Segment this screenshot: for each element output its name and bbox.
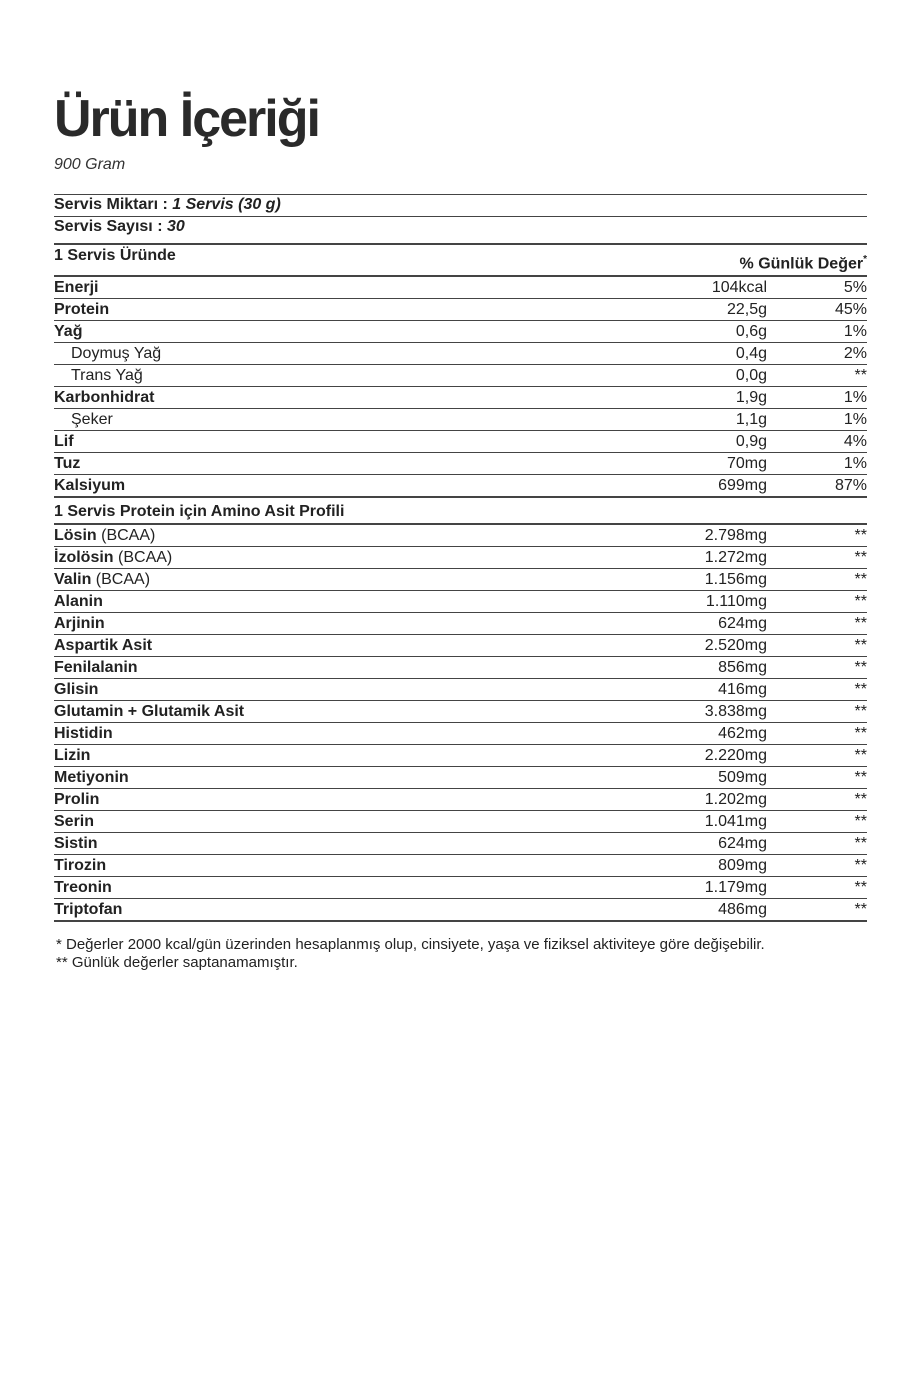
amino-acid-name-bold: [54, 769, 129, 786]
amino-acid-name: Valin: [54, 571, 92, 588]
nutrition-header: [54, 245, 867, 277]
nutrient-name: Trans Yağ: [71, 367, 143, 384]
amino-acid-daily-value: **: [854, 549, 867, 566]
amino-acid-name: Fenilalanin: [54, 659, 138, 676]
nutrient-daily-value: 87%: [834, 477, 867, 494]
amino-acid-name-bold: [54, 725, 113, 742]
product-content-sheet: [54, 88, 867, 972]
serving-count-label: Servis Sayısı :: [54, 218, 167, 235]
nutrient-name-bold: [54, 301, 109, 318]
amino-acid-daily-value: **: [854, 791, 867, 808]
amino-acid-rows: [54, 525, 867, 922]
footnote-undetermined: ** Günlük değerler saptanamamıştır.: [56, 954, 298, 971]
amino-acid-name-bold: [54, 857, 106, 874]
amino-acid-name-bold: [54, 527, 97, 544]
nutrition-header-label: 1 Servis Üründe: [54, 247, 176, 264]
nutrient-amount: 1,9g: [735, 389, 767, 406]
amino-acid-amount: 1.272mg: [704, 549, 767, 566]
amino-acid-row: [54, 767, 867, 789]
amino-acid-daily-value: **: [854, 813, 867, 830]
nutrient-daily-value: 1%: [843, 455, 867, 472]
amino-acid-note: (BCAA): [113, 549, 173, 566]
amino-acid-row: [54, 811, 867, 833]
amino-acid-amount: 486mg: [718, 901, 767, 918]
nutrient-name: Lif: [54, 433, 74, 450]
nutrient-daily-value: **: [854, 367, 867, 384]
amino-acid-name: Tirozin: [54, 857, 107, 874]
footnote-daily-value: * Değerler 2000 kcal/gün üzerinden hesaplanmış olup, cinsiyete, yaşa ve fiziksel aktiviteye göre değişebilir.: [56, 936, 765, 953]
amino-acid-name-cell: [54, 878, 617, 898]
amino-acid-name-cell: [54, 724, 617, 744]
nutrient-daily-value: 4%: [843, 433, 867, 450]
amino-acid-name-cell: [54, 900, 617, 920]
nutrient-amount: 699mg: [718, 477, 767, 494]
amino-acid-daily-value: **: [854, 637, 867, 654]
amino-acid-name-cell: [54, 526, 617, 546]
nutrition-rows: [54, 277, 867, 498]
amino-acid-row: [54, 657, 867, 679]
nutrient-name-cell: [54, 344, 617, 364]
amino-acid-name-cell: [54, 812, 617, 832]
amino-acid-daily-value: **: [854, 901, 867, 918]
amino-acid-name: Glisin: [54, 681, 99, 698]
nutrient-name: Enerji: [54, 279, 99, 296]
nutrient-daily-value: 45%: [834, 301, 867, 318]
amino-acid-name: Aspartik Asit: [54, 637, 153, 654]
amino-acid-name-cell: [54, 834, 617, 854]
amino-acid-row: [54, 591, 867, 613]
amino-acid-name: Alanin: [54, 593, 103, 610]
amino-acid-row: [54, 877, 867, 899]
footnotes: [54, 936, 867, 972]
nutrition-row: [54, 431, 867, 453]
nutrient-name-cell: [54, 366, 617, 386]
daily-value-header-mark: *: [863, 254, 867, 265]
nutrition-row: [54, 299, 867, 321]
amino-acid-header: 1 Servis Protein için Amino Asit Profili: [54, 498, 867, 525]
amino-acid-daily-value: **: [854, 879, 867, 896]
amino-acid-daily-value: **: [854, 527, 867, 544]
amino-acid-amount: 856mg: [718, 659, 767, 676]
nutrient-name-bold: [54, 455, 80, 472]
amino-acid-daily-value: **: [854, 681, 867, 698]
amino-acid-amount: 2.220mg: [704, 747, 767, 764]
nutrient-daily-value: 5%: [843, 279, 867, 296]
amino-acid-name: Serin: [54, 813, 95, 830]
amino-acid-amount: 1.202mg: [704, 791, 767, 808]
nutrition-row: [54, 277, 867, 299]
amino-acid-row: [54, 855, 867, 877]
nutrition-row: [54, 409, 867, 431]
amino-acid-name-bold: [54, 659, 138, 676]
nutrient-name: Protein: [54, 301, 110, 318]
nutrient-name-bold: [54, 279, 98, 296]
amino-acid-daily-value: **: [854, 725, 867, 742]
nutrient-name-bold: [54, 477, 125, 494]
amino-acid-name-bold: [54, 703, 244, 720]
nutrition-row: [54, 475, 867, 498]
amino-acid-amount: 1.041mg: [704, 813, 767, 830]
nutrient-name-cell: [54, 454, 617, 474]
nutrient-daily-value: 1%: [843, 411, 867, 428]
nutrition-row: [54, 321, 867, 343]
amino-acid-row: [54, 679, 867, 701]
nutrient-name-cell: [54, 388, 617, 408]
amino-acid-name-cell: [54, 636, 617, 656]
amino-acid-amount: 624mg: [718, 615, 767, 632]
amino-acid-name-cell: [54, 702, 617, 722]
amino-acid-row: [54, 701, 867, 723]
amino-acid-name: İzolösin: [54, 549, 114, 566]
amino-acid-amount: 809mg: [718, 857, 767, 874]
serving-count-value: 30: [166, 218, 185, 235]
nutrition-table: [54, 194, 867, 922]
amino-acid-name-cell: [54, 790, 617, 810]
amino-acid-name: Metiyonin: [54, 769, 129, 786]
nutrient-name-cell: [54, 432, 617, 452]
amino-acid-daily-value: **: [854, 659, 867, 676]
nutrient-amount: 70mg: [726, 455, 767, 472]
nutrient-name-cell: [54, 476, 617, 496]
nutrient-amount: 0,4g: [735, 345, 767, 362]
amino-acid-row: [54, 613, 867, 635]
amino-acid-name-bold: [54, 615, 105, 632]
amino-acid-amount: 509mg: [718, 769, 767, 786]
serving-size-label: Servis Miktarı :: [54, 196, 173, 213]
amino-acid-row: [54, 789, 867, 811]
amino-acid-row: [54, 833, 867, 855]
amino-acid-name-bold: [54, 835, 98, 852]
nutrient-daily-value: 2%: [843, 345, 867, 362]
nutrient-name: Karbonhidrat: [54, 389, 155, 406]
amino-acid-daily-value: **: [854, 703, 867, 720]
amino-acid-name-bold: [54, 681, 98, 698]
nutrient-name-bold: [54, 323, 82, 340]
amino-acid-daily-value: **: [854, 835, 867, 852]
amino-acid-name-cell: [54, 746, 617, 766]
amino-acid-row: [54, 723, 867, 745]
amino-acid-row: [54, 525, 867, 547]
amino-acid-name-bold: [54, 879, 112, 896]
amino-acid-daily-value: **: [854, 747, 867, 764]
amino-acid-row: [54, 547, 867, 569]
product-weight: 900 Gram: [54, 156, 126, 173]
amino-acid-row: [54, 745, 867, 767]
nutrition-row: [54, 387, 867, 409]
nutrition-row: [54, 343, 867, 365]
amino-acid-name-bold: [54, 637, 152, 654]
amino-acid-name-bold: [54, 571, 91, 588]
nutrient-name: Doymuş Yağ: [71, 345, 162, 362]
nutrient-name: Yağ: [54, 323, 83, 340]
amino-acid-name-cell: [54, 614, 617, 634]
amino-acid-name: Arjinin: [54, 615, 105, 632]
serving-count-row: [54, 217, 867, 245]
amino-acid-name-cell: [54, 658, 617, 678]
nutrient-name-bold: [54, 433, 74, 450]
amino-acid-amount: 1.179mg: [704, 879, 767, 896]
page-title: Ürün İçeriği: [54, 90, 319, 148]
amino-acid-name: Prolin: [54, 791, 100, 808]
amino-acid-name-cell: [54, 680, 617, 700]
nutrient-daily-value: 1%: [843, 323, 867, 340]
daily-value-header-label: % Günlük Değer: [739, 255, 864, 273]
amino-acid-daily-value: **: [854, 769, 867, 786]
amino-acid-note: (BCAA): [91, 571, 151, 588]
amino-acid-name: Glutamin + Glutamik Asit: [54, 703, 245, 720]
nutrient-amount: 1,1g: [735, 411, 767, 428]
amino-acid-name-cell: [54, 570, 617, 590]
nutrient-name: Şeker: [71, 411, 113, 428]
amino-acid-name: Treonin: [54, 879, 112, 896]
amino-acid-daily-value: **: [854, 857, 867, 874]
amino-acid-row: [54, 635, 867, 657]
amino-acid-name-bold: [54, 747, 90, 764]
nutrient-name-cell: [54, 410, 617, 430]
nutrient-name-cell: [54, 322, 617, 342]
amino-acid-name: Triptofan: [54, 901, 123, 918]
amino-acid-name-cell: [54, 592, 617, 612]
nutrient-amount: 0,6g: [735, 323, 767, 340]
amino-acid-name-bold: [54, 791, 99, 808]
amino-acid-daily-value: **: [854, 615, 867, 632]
nutrient-daily-value: 1%: [843, 389, 867, 406]
amino-acid-name-bold: [54, 593, 103, 610]
amino-acid-daily-value: **: [854, 593, 867, 610]
amino-acid-name-cell: [54, 856, 617, 876]
nutrient-name: Tuz: [54, 455, 81, 472]
amino-acid-amount: 2.798mg: [704, 527, 767, 544]
serving-size-row: [54, 194, 867, 217]
amino-acid-name: Lösin: [54, 527, 97, 544]
amino-acid-row: [54, 899, 867, 922]
amino-acid-amount: 416mg: [718, 681, 767, 698]
amino-acid-amount: 1.156mg: [704, 571, 767, 588]
nutrient-name-cell: [54, 278, 617, 298]
amino-acid-name-bold: [54, 813, 94, 830]
amino-acid-name-bold: [54, 901, 122, 918]
amino-acid-amount: 2.520mg: [704, 637, 767, 654]
serving-size-value: 1 Servis (30 g): [172, 196, 281, 213]
nutrient-name-bold: [54, 389, 154, 406]
nutrient-amount: 104kcal: [711, 279, 767, 296]
nutrient-name: Kalsiyum: [54, 477, 126, 494]
amino-acid-amount: 462mg: [718, 725, 767, 742]
daily-value-header: [740, 254, 867, 273]
nutrition-row: [54, 453, 867, 475]
nutrient-amount: 0,0g: [735, 367, 767, 384]
amino-acid-note: (BCAA): [96, 527, 156, 544]
amino-acid-amount: 3.838mg: [704, 703, 767, 720]
amino-acid-row: [54, 569, 867, 591]
amino-acid-amount: 624mg: [718, 835, 767, 852]
amino-acid-name: Histidin: [54, 725, 113, 742]
nutrient-amount: 22,5g: [726, 301, 767, 318]
amino-acid-name-cell: [54, 548, 617, 568]
amino-acid-name-bold: [54, 549, 114, 566]
nutrition-row: [54, 365, 867, 387]
amino-acid-name: Sistin: [54, 835, 98, 852]
nutrient-amount: 0,9g: [735, 433, 767, 450]
amino-acid-amount: 1.110mg: [705, 593, 767, 610]
amino-acid-name-cell: [54, 768, 617, 788]
nutrient-name-cell: [54, 300, 617, 320]
amino-acid-daily-value: **: [854, 571, 867, 588]
amino-acid-name: Lizin: [54, 747, 91, 764]
